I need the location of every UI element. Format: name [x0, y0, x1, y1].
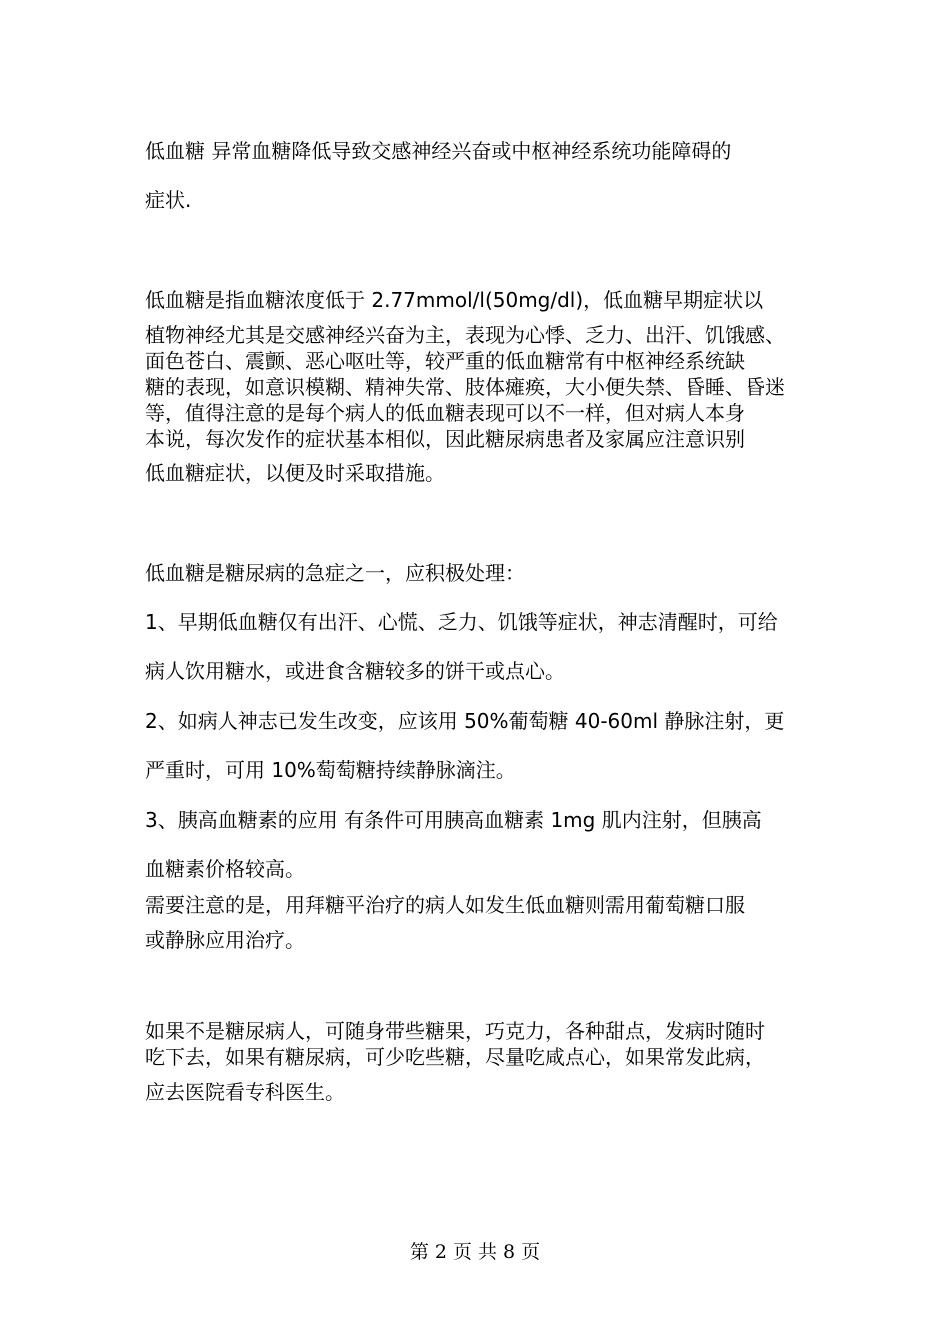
- paragraph-3-line-9: 或静脉应用治疗。: [145, 928, 305, 952]
- paragraph-3-line-3: 病人饮用糖水，或进食含糖较多的饼干或点心。: [145, 659, 565, 683]
- paragraph-3-line-4: 2、如病人神志已发生改变，应该用 50%葡萄糖 40-60ml 静脉注射，更: [145, 709, 785, 733]
- paragraph-2-line-2: 植物神经尤其是交感神经兴奋为主，表现为心悸、乏力、出汗、饥饿感、: [145, 323, 785, 347]
- paragraph-3-line-7: 血糖素价格较高。: [145, 857, 305, 881]
- paragraph-3-line-8: 需要注意的是，用拜糖平治疗的病人如发生低血糖则需用葡萄糖口服: [145, 893, 745, 917]
- paragraph-3-line-1: 低血糖是糖尿病的急症之一，应积极处理：: [145, 561, 525, 585]
- paragraph-3-line-2: 1、早期低血糖仅有出汗、心慌、乏力、饥饿等症状，神志清醒时，可给: [145, 610, 778, 634]
- paragraph-2-line-1: 低血糖是指血糖浓度低于 2.77mmol/l(50mg/dl)，低血糖早期症状以: [145, 288, 764, 312]
- paragraph-3-line-6: 3、胰高血糖素的应用 有条件可用胰高血糖素 1mg 肌内注射，但胰高: [145, 808, 762, 832]
- paragraph-4-line-3: 应去医院看专科医生。: [145, 1080, 345, 1104]
- paragraph-4-line-2: 吃下去，如果有糖尿病，可少吃些糖，尽量吃咸点心，如果常发此病，: [145, 1045, 765, 1069]
- paragraph-4-line-1: 如果不是糖尿病人，可随身带些糖果，巧克力，各种甜点，发病时随时: [145, 1019, 765, 1043]
- paragraph-2-line-6: 本说，每次发作的症状基本相似，因此糖尿病患者及家属应注意识别: [145, 427, 745, 451]
- paragraph-1-line-2: 症状.: [145, 188, 192, 212]
- paragraph-2-line-7: 低血糖症状，以便及时采取措施。: [145, 461, 445, 485]
- paragraph-2-line-4: 糖的表现，如意识模糊、精神失常、肢体瘫痪，大小便失禁、昏睡、昏迷: [145, 375, 785, 399]
- paragraph-2-line-3: 面色苍白、震颤、恶心呕吐等，较严重的低血糖常有中枢神经系统缺: [145, 349, 745, 373]
- paragraph-3-line-5: 严重时，可用 10%萄萄糖持续静脉滴注。: [145, 758, 516, 782]
- page-number-footer: 第 2 页 共 8 页: [409, 1241, 541, 1263]
- paragraph-2-line-5: 等，值得注意的是每个病人的低血糖表现可以不一样，但对病人本身: [145, 401, 745, 425]
- paragraph-1-line-1: 低血糖 异常血糖降低导致交感神经兴奋或中枢神经系统功能障碍的: [145, 139, 732, 163]
